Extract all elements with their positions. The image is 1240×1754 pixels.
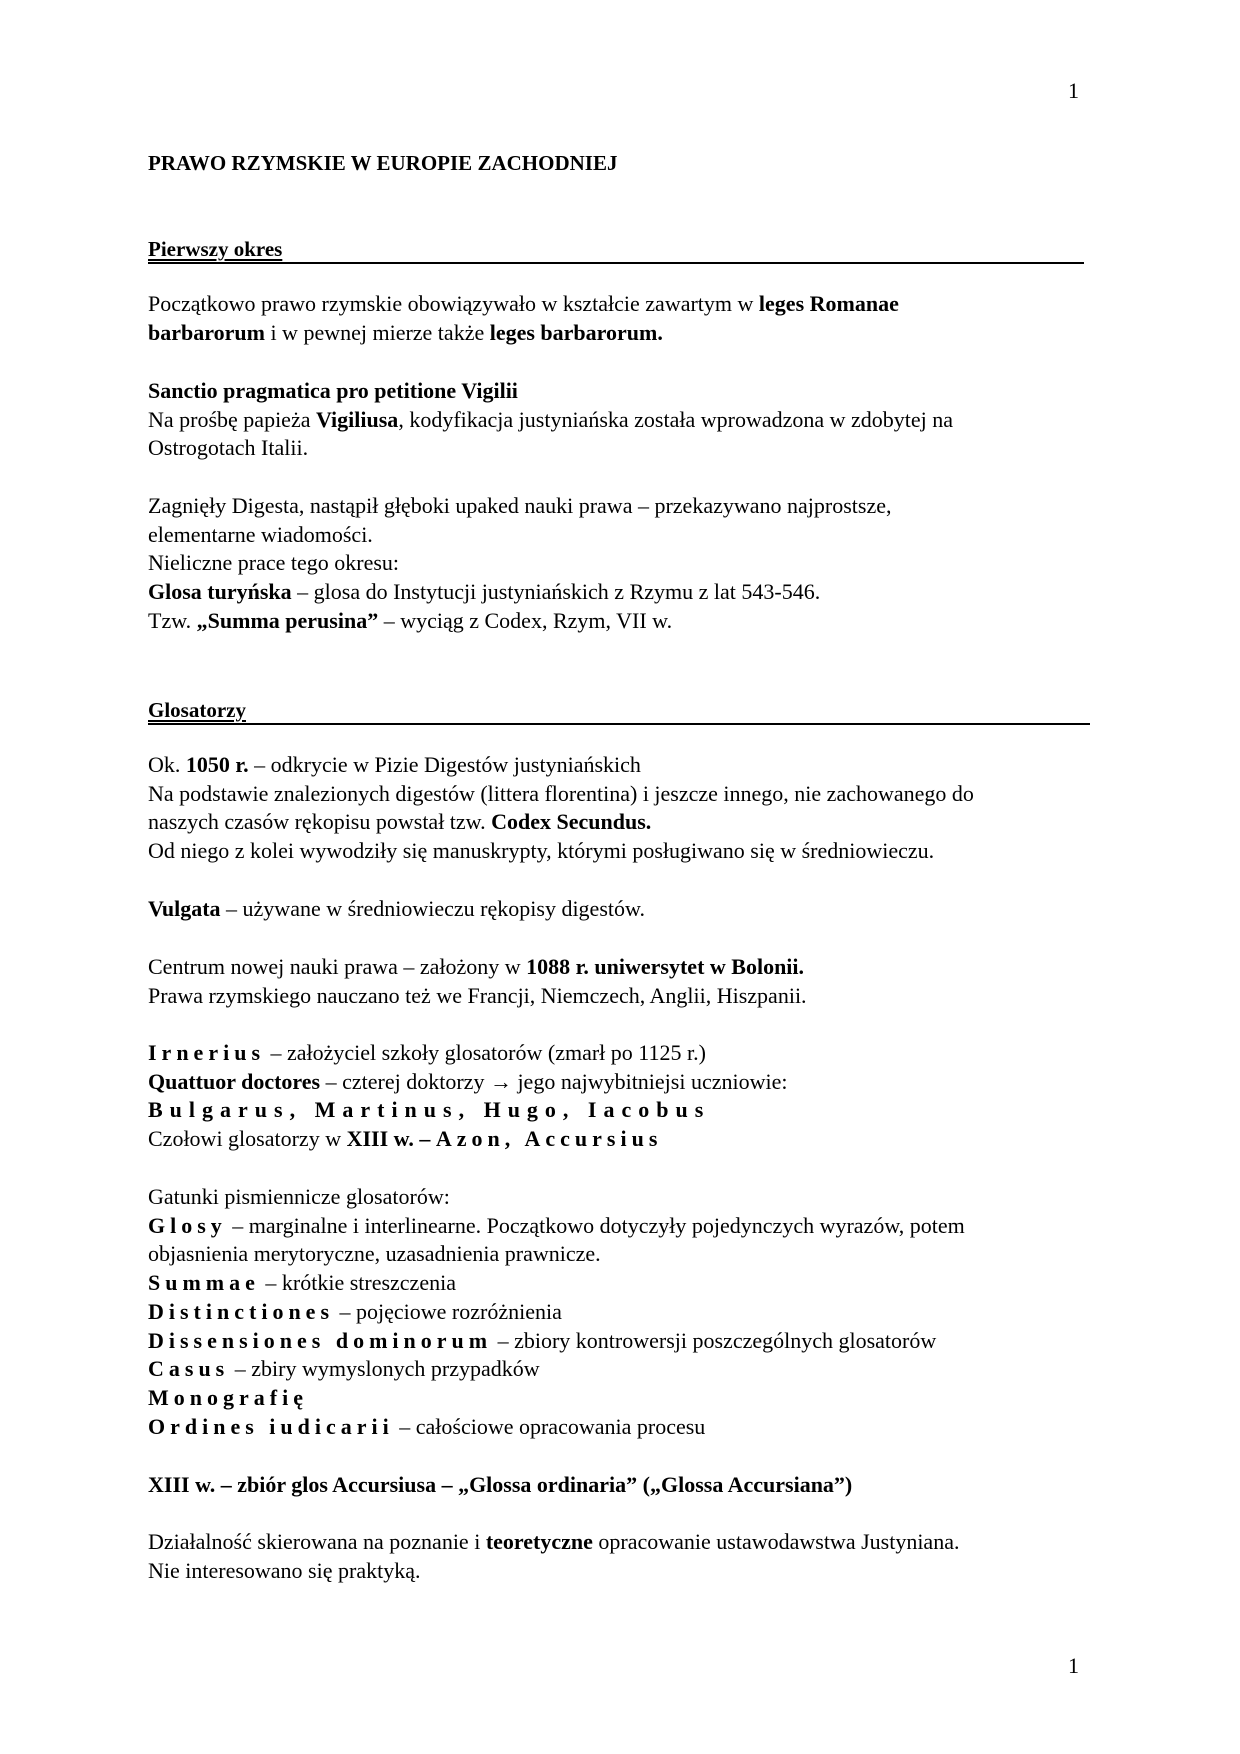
text-span: – odkrycie w Pizie Digestów justyniańskich: [248, 752, 641, 777]
bold-span: Codex Secundus.: [491, 809, 652, 835]
text-span: , kodyfikacja justyniańska została wprowadzona w zdobytej na: [398, 406, 954, 432]
text-span: Ok.: [148, 752, 186, 777]
text-line: elementarne wiadomości.: [148, 521, 373, 547]
bold-span: barbarorum: [148, 319, 265, 345]
text-span: – założyciel szkoły glosatorów (zmarł po 1125 r.): [265, 1040, 706, 1065]
text-line: objasnienia merytoryczne, uzasadnienia prawnicze.: [148, 1241, 601, 1267]
spaced-bold-span: Distinctiones: [148, 1298, 334, 1324]
text-span: Centrum nowej nauki prawa – założony w: [148, 954, 527, 979]
bold-span: Quattuor doctores: [148, 1068, 321, 1094]
spaced-bold-span: Azon, Accursius: [435, 1126, 663, 1152]
paragraph-sanctio: [148, 377, 1098, 463]
bold-span: –: [413, 1126, 436, 1152]
spaced-bold-span: Dissensiones dominorum: [148, 1327, 493, 1353]
text-span: Tzw.: [148, 607, 197, 633]
bold-span: XIII w. – zbiór glos Accursiusa – „Glossa ordinaria” („Glossa Accursiana”): [148, 1472, 853, 1497]
bold-span: Glosa turyńska: [148, 579, 292, 605]
paragraph-1050: [148, 751, 1098, 866]
text-span: Na prośbę papieża: [148, 406, 316, 432]
bold-span: „Summa perusina”: [196, 607, 379, 633]
text-line: Na podstawie znalezionych digestów (littera florentina) i jeszcze innego, nie zachowanego do: [148, 780, 974, 806]
text-span: – wyciąg z Codex, Rzym, VII w.: [378, 607, 673, 633]
paragraph-genres: [148, 1183, 1098, 1441]
text-line: Nie interesowano się praktyką.: [148, 1557, 421, 1583]
text-line: Ostrogotach Italii.: [148, 435, 309, 461]
spaced-bold-span: Irnerius: [148, 1040, 265, 1065]
bold-span: Sanctio pragmatica pro petitione Vigilii: [148, 378, 518, 403]
text-line: Od niego z kolei wywodziły się manuskrypty, którymi posługiwano się w średniowieczu.: [148, 838, 935, 864]
text-span: – używane w średniowieczu rękopisy digestów.: [220, 896, 645, 921]
bold-span: Vigiliusa: [315, 406, 399, 432]
text-span: Początkowo prawo rzymskie obowiązywało w kształcie zawartym w: [148, 291, 759, 316]
text-span: opracowanie ustawodawstwa Justyniana.: [592, 1529, 960, 1554]
spaced-bold-span: Glosy: [148, 1212, 227, 1238]
spaced-bold-span: Summae: [148, 1270, 260, 1296]
spaced-bold-span: Casus: [148, 1356, 230, 1382]
text-line: Prawa rzymskiego nauczano też we Francji, Niemczech, Anglii, Hiszpanii.: [148, 982, 807, 1008]
paragraph-irnerius: [148, 1039, 1098, 1154]
paragraph-vulgata: [148, 895, 1098, 924]
text-line: Zagnięły Digesta, nastąpił głęboki upaked nauki prawa – przekazywano najprostsze,: [148, 493, 892, 518]
section-heading-first-period: [148, 236, 1084, 264]
text-span: Czołowi glosatorzy w: [148, 1126, 347, 1152]
text-span: naszych czasów rękopisu powstał tzw.: [148, 809, 492, 835]
section-heading-label: Glosatorzy: [148, 698, 246, 722]
text-span: – zbiry wymyslonych przypadków: [229, 1356, 540, 1382]
text-span: Działalność skierowana na poznanie i: [148, 1529, 486, 1554]
document-title: PRAWO RZYMSKIE W EUROPIE ZACHODNIEJ: [148, 151, 618, 175]
text-span: – zbiory kontrowersji poszczególnych glosatorów: [492, 1327, 937, 1353]
bold-span: leges barbarorum.: [489, 319, 663, 345]
page-number-bottom: 1: [1068, 1653, 1079, 1678]
section-heading-label: Pierwszy okres: [148, 237, 283, 261]
text-span: i w pewnej mierze także: [264, 319, 490, 345]
text-span: – pojęciowe rozróżnienia: [334, 1298, 562, 1324]
bold-span: XIII w.: [346, 1126, 414, 1152]
paragraph-bologna: [148, 953, 1098, 1010]
paragraph-digesta: [148, 492, 1098, 636]
bold-span: teoretyczne: [485, 1529, 593, 1554]
bold-span: Vulgata: [148, 896, 221, 921]
bold-span: 1088 r. uniwersytet w Bolonii.: [526, 954, 805, 979]
text-line: Gatunki pismiennicze glosatorów:: [148, 1184, 450, 1209]
text-span: – marginalne i interlinearne. Początkowo dotyczyły pojedynczych wyrazów, potem: [226, 1212, 965, 1238]
text-span: – glosa do Instytucji justyniańskich z Rzymu z lat 543-546.: [291, 579, 821, 605]
spaced-bold-span: Monografię: [148, 1384, 308, 1410]
section-heading-glossators: [148, 697, 1090, 725]
text-line: Nieliczne prace tego okresu:: [148, 550, 400, 576]
paragraph-glossa-ordinaria: [148, 1471, 1098, 1500]
paragraph-activity: [148, 1528, 1098, 1585]
text-span: – całościowe opracowania procesu: [393, 1413, 706, 1439]
bold-span: leges Romanae: [758, 291, 899, 316]
spaced-bold-span: Ordines iudicarii: [148, 1413, 394, 1439]
paragraph-intro: [148, 290, 1098, 347]
text-span: – krótkie streszczenia: [259, 1270, 456, 1296]
page-number-top: 1: [1068, 78, 1079, 103]
text-span: – czterej doktorzy → jego najwybitniejsi uczniowie:: [320, 1068, 788, 1094]
spaced-bold-span: Bulgarus, Martinus, Hugo, Iacobus: [148, 1097, 711, 1123]
bold-span: 1050 r.: [185, 752, 249, 777]
